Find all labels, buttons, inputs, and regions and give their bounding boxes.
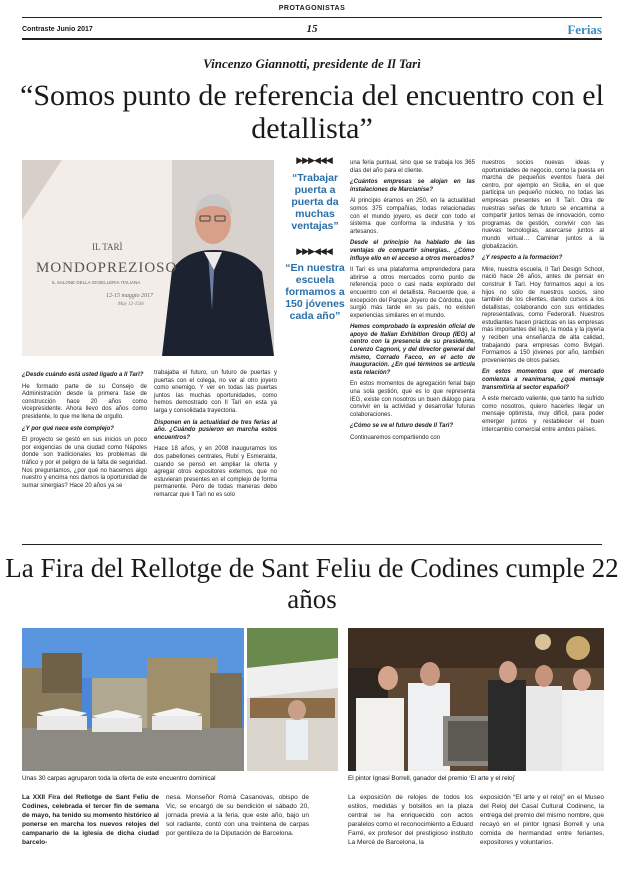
interview-column-3 bbox=[350, 160, 475, 447]
interview-answer: trabajaba el futuro, un futuro de puertas y puertas con el colega, no ver al otro joyero como enemigo. Y ver en todas las puertas juntos las muchas oportunidades, como hemos demostrado con Il Tarì en esta ya larga y consolidada trayectoria. bbox=[154, 370, 277, 414]
banner-title: MONDOPREZIOSO bbox=[36, 260, 178, 276]
interview-answer: Al principio éramos en 250, en la actualidad somos 375 compañías, todas relacionadas con el mundo joyero, es decir con todo el sistema que conforma la industria y los artesanos. bbox=[350, 198, 475, 235]
fair-photo-left bbox=[22, 628, 338, 771]
fair-headline: La Fira del Rellotge de Sant Feliu de Codines cumple 22 años bbox=[5, 553, 619, 614]
pullquote-2: “En nuestra escuela formamos a 150 jóvenes cada año” bbox=[285, 262, 345, 322]
banner-dates-en: May 12-15th bbox=[118, 302, 144, 307]
interview-question: ¿Cómo se ve el futuro desde Il Tarì? bbox=[350, 423, 454, 430]
banner-logo: IL TARÌ bbox=[92, 242, 123, 252]
fair-column-3: La exposición de relojes de todos los estilos, medidas y bolsillos en la plaza central se ha enriquecido con actos paralelos como el reconocimiento a Eduard Farré, ex profesor del prestigioso instituto La Mercè de Barcelona, la bbox=[348, 794, 474, 846]
interview-answer: El proyecto se gestó en sus inicios un poco por exigencias de una ciudad como Nápoles donde son tradicionales los problemas de tráfico y por el peligro de la falta de seguridad. Nos preguntamos, ¿por qué no hacemos algo nuestro y encima nos damos la oportunidad de sumar sinergias? Hace 20 años ya se bbox=[22, 437, 147, 489]
interview-column-4 bbox=[482, 160, 604, 438]
interview-question: En estos momentos que el mercado comienza a reanimarse, ¿qué mensaje transmitiría al sector español? bbox=[482, 369, 604, 391]
pullquote-1: “Trabajar puerta a puerta da muchas ventajas” bbox=[291, 172, 339, 232]
interview-column-2 bbox=[154, 370, 277, 504]
arrow-ornament: ▶▶▶◀◀◀ bbox=[296, 247, 332, 257]
interview-answer: Hace 18 años, y en 2008 inauguramos los dos pabellones centrales, Rubí y Esmeralda, cuando se pensó en ampliar la oferta y agregar otros expositores externos, que no estuvieran presentes en el complejo de forma permanente. Pero de todas maneras debo remarcar que Il Tarì no es solo bbox=[154, 446, 277, 498]
fair-column-4: exposición “El arte y el reloj” en el Museo del Reloj del Casal Cultural Codinenc, la entrega del premio del mismo nombre, que recayó en el pintor Ignasi Borrell y una comida de hermandad entre feriantes, expositores y voluntarios. bbox=[480, 794, 604, 846]
interview-question: ¿Y respecto a la formación? bbox=[482, 255, 563, 262]
interview-question: ¿Y por qué nace este complejo? bbox=[22, 425, 114, 432]
interview-answer: Continuaremos compartiendo con bbox=[350, 435, 441, 441]
fair-column-2: nesa. Monseñor Romà Casanovas, obispo de Vic, se encargó de su bendición el sábado 20, jornada previa a la feria, que este año, bajo un sol radiante, contó con una treintena de carpas por gentileza de la Diputación de Barcelona. bbox=[166, 794, 309, 837]
interview-column-1 bbox=[22, 370, 147, 494]
fair-photo-left-image bbox=[22, 628, 338, 771]
interview-answer: Mire, nuestra escuela, Il Tarì Design School, nació hace 26 años, antes de pensar en construir Il Tarì. Hoy formamos aquí a los hijos no sólo de nuestros socios, sino también de los clientes, dando cursos a los detallistas, colaborando con sus entidades representativas, como Federorafi. Nuestros estudiantes hacen prácticas en las empresas más importantes del lujo, la moda y la joyería y reciben una enseñanza de alta calidad, trabajando para empresas como Bvlgari. Formamos a 150 jóvenes por año, también provenientes de otros países. bbox=[482, 266, 604, 364]
interview-answer: He formado parte de su Consejo de Administración desde la primera fase de construcción hace 20 años como vicepresidente. Ahora llevo dos años como presidente, lo que me llena de orgullo. bbox=[22, 383, 147, 420]
byline: Vincenzo Giannotti, presidente de Il Tarì bbox=[203, 56, 421, 71]
caption-left: Unas 30 carpas agruparon toda la oferta de este encuentro dominical bbox=[22, 775, 216, 782]
interview-question: ¿Cuántos empresas se alojan en las instalaciones de Marcianise? bbox=[350, 179, 475, 193]
interview-question: Desde el principio ha hablado de las ventajas de compartir sinergias.. ¿Cómo influye ello en el acceso a otros mercados? bbox=[350, 240, 475, 262]
interview-headline: “Somos punto de referencia del encuentro con el detallista” bbox=[20, 79, 604, 145]
interview-question: Disponen en la actualidad de tres ferias al año. ¿Cuándo pusieron en marcha estos encuentros? bbox=[154, 419, 277, 441]
interview-answer: Il Tarì es una plataforma emprendedora para abrirse a otros mercados como punto de referencia poco o casi nada explorado del encuentro con el detallista. Recuerde que, a excepción del Parque Joyero de Córdoba, que surgió más tarde en su país, no existen experiencias similares en el mundo. bbox=[350, 267, 475, 319]
interview-answer: A este mercado valiente, que tanto ha sufrido como nosotros, quiero hacerles llegar un mensaje optimista, muy difícil, para poder emerger juntos y restablecer el buen intercambio comercial entre ambos países. bbox=[482, 396, 604, 433]
interview-question: Hemos comprobado la expresión oficial de apoyo de Italian Exhibition Group (IEG) al centro con la presencia de su presidente, Lorenzo Cagnoni, y del director general del mismo, Corrado Facco, en el acto de inauguración. ¿En qué términos se articula esta relación? bbox=[350, 324, 475, 376]
interview-answer: nuestros socios nuevas ideas y oportunidades de negocio, como la puesta en marcha de pequeños eventos fuera del centro, por ejemplo en Sicilia, en el que participa un pequeño núcleo, no todas las empresas presentes en Il Tarì. Otra de nuestras señas de futuro se encamina a compartir juntos temas de innovación, como programas de gestión, convivir con las nuevas tecnologías, acercarse juntos al mundo virtual… Caminar juntos a la globalización. bbox=[482, 160, 604, 250]
interview-question: ¿Desde cuándo está usted ligado a Il Tarì? bbox=[22, 372, 144, 378]
section-divider bbox=[22, 544, 602, 545]
interview-answer: una feria puntual, sino que se trabaja los 365 días del año para el cliente. bbox=[350, 160, 475, 174]
arrow-ornament: ▶▶▶◀◀◀ bbox=[296, 156, 332, 166]
interview-photo-image bbox=[22, 160, 274, 356]
fair-photo-right-image bbox=[348, 628, 604, 771]
fair-column-1: La XXII Fira del Rellotge de Sant Feliu de Codines, celebrada el tercer fin de semana de mayo, ha tenido su momento histórico al ponerse en marcha los nuevos relojes del campanario de la iglesia de dicha ciudad barcelo- bbox=[22, 794, 159, 846]
banner-subtitle: IL SALONE DELLA GIOIELLERIA ITALIANA bbox=[52, 280, 141, 285]
header-rule bbox=[22, 38, 602, 40]
page-number: 15 bbox=[306, 23, 318, 35]
issue-date: Contraste Junio 2017 bbox=[22, 26, 93, 33]
interview-photo bbox=[22, 160, 274, 356]
fair-photo-right bbox=[348, 628, 604, 771]
section-label: PROTAGONISTAS bbox=[278, 5, 346, 12]
header-rule-top bbox=[22, 17, 602, 18]
caption-right: El pintor Ignasi Borrell, ganador del premio ‘El arte y el reloj’ bbox=[348, 775, 516, 782]
banner-dates: 12-15 maggio 2017 bbox=[106, 293, 153, 299]
interview-answer: En estos momentos de agregación ferial bajo una sola gestión, que es lo que representa IEG, existe con nosotros un buen diálogo para convivir en la actividad y desarrollar futuras colaboraciones. bbox=[350, 381, 475, 418]
section-name: Ferias bbox=[567, 22, 602, 37]
